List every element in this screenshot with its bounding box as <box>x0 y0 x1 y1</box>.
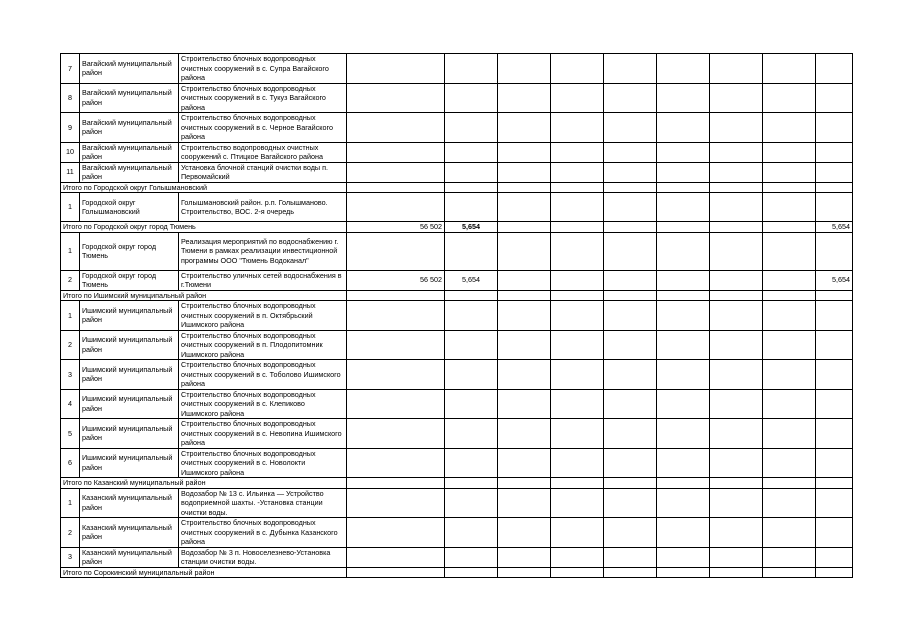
cost-total <box>347 182 445 193</box>
empty-cell <box>498 448 551 478</box>
empty-cell <box>710 142 763 162</box>
empty-cell <box>498 162 551 182</box>
empty-cell <box>551 290 604 301</box>
empty-cell <box>551 232 604 270</box>
table-row <box>61 389 853 419</box>
empty-cell <box>710 330 763 360</box>
table-row <box>61 330 853 360</box>
total-row <box>61 478 853 489</box>
empty-cell <box>604 113 657 143</box>
row-number: 6 <box>61 448 80 478</box>
empty-cell <box>604 162 657 182</box>
table-row <box>61 547 853 567</box>
capacity-value <box>445 360 498 390</box>
empty-cell <box>551 478 604 489</box>
capacity-total <box>445 182 498 193</box>
total-row <box>61 222 853 233</box>
capacity-value <box>445 419 498 449</box>
final-value <box>816 360 853 390</box>
project-description: Реализация мероприятий по водоснабжению г. Тюмени в рамках реализации инвестиционной программы ООО "Тюмень Водоканал" <box>179 232 347 270</box>
empty-cell <box>498 83 551 113</box>
empty-cell <box>498 360 551 390</box>
empty-cell <box>657 290 710 301</box>
empty-cell <box>604 301 657 331</box>
row-number: 3 <box>61 360 80 390</box>
project-description: Строительство блочных водопроводных очистных сооружений в с. Тоболово Ишимского района <box>179 360 347 390</box>
empty-cell <box>604 330 657 360</box>
empty-cell <box>763 142 816 162</box>
empty-cell <box>498 54 551 84</box>
empty-cell <box>604 478 657 489</box>
total-label <box>61 290 347 301</box>
row-number: 2 <box>61 518 80 548</box>
empty-cell <box>551 360 604 390</box>
capacity-value <box>445 547 498 567</box>
cost-value: 56 502 <box>347 270 445 290</box>
empty-cell <box>763 113 816 143</box>
empty-cell <box>710 270 763 290</box>
cost-value <box>347 162 445 182</box>
empty-cell <box>763 182 816 193</box>
final-value <box>816 113 853 143</box>
empty-cell <box>763 232 816 270</box>
empty-cell <box>498 301 551 331</box>
empty-cell <box>710 222 763 233</box>
row-number: 9 <box>61 113 80 143</box>
final-value <box>816 389 853 419</box>
project-description: Строительство уличных сетей водоснабжения в г.Тюмени <box>179 270 347 290</box>
empty-cell <box>551 547 604 567</box>
cost-total <box>347 567 445 578</box>
table-row <box>61 488 853 518</box>
district-name: Казанский муниципальный район <box>80 547 179 567</box>
capacity-value <box>445 83 498 113</box>
capacity-total <box>445 290 498 301</box>
empty-cell <box>710 193 763 222</box>
capacity-value <box>445 518 498 548</box>
district-name: Ишимский муниципальный район <box>80 330 179 360</box>
empty-cell <box>498 193 551 222</box>
empty-cell <box>710 83 763 113</box>
project-description: Строительство блочных водопроводных очистных сооружений в с. Супра Вагайского района <box>179 54 347 84</box>
empty-cell <box>551 389 604 419</box>
empty-cell <box>604 142 657 162</box>
row-number: 1 <box>61 232 80 270</box>
empty-cell <box>657 478 710 489</box>
cost-total <box>347 478 445 489</box>
empty-cell <box>710 360 763 390</box>
cost-value <box>347 360 445 390</box>
table-row <box>61 360 853 390</box>
table-row <box>61 113 853 143</box>
cost-value <box>347 419 445 449</box>
final-total <box>816 478 853 489</box>
cost-value <box>347 193 445 222</box>
empty-cell <box>604 389 657 419</box>
project-description: Строительство водопроводных очистных сооружений с. Птицкое Вагайского района <box>179 142 347 162</box>
cost-value <box>347 547 445 567</box>
capacity-value: 5,654 <box>445 270 498 290</box>
empty-cell <box>710 419 763 449</box>
project-description: Строительство блочных водопроводных очистных сооружений в с. Черное Вагайского района <box>179 113 347 143</box>
empty-cell <box>763 222 816 233</box>
table-row <box>61 448 853 478</box>
cost-total <box>347 290 445 301</box>
final-value <box>816 488 853 518</box>
empty-cell <box>604 222 657 233</box>
row-number: 1 <box>61 301 80 331</box>
capacity-value <box>445 232 498 270</box>
project-description: Строительство блочных водопроводных очистных сооружений в с. Клепиково Ишимского района <box>179 389 347 419</box>
empty-cell <box>498 270 551 290</box>
empty-cell <box>710 448 763 478</box>
final-value: 5,654 <box>816 270 853 290</box>
empty-cell <box>551 54 604 84</box>
capacity-value <box>445 54 498 84</box>
empty-cell <box>763 270 816 290</box>
final-total <box>816 567 853 578</box>
empty-cell <box>763 448 816 478</box>
project-description: Строительство блочных водопроводных очистных сооружений в с. Невопина Ишимского района <box>179 419 347 449</box>
capacity-value <box>445 193 498 222</box>
capacity-value <box>445 301 498 331</box>
empty-cell <box>657 113 710 143</box>
empty-cell <box>657 162 710 182</box>
row-number: 1 <box>61 193 80 222</box>
final-value <box>816 419 853 449</box>
total-label <box>61 222 347 233</box>
cost-value <box>347 83 445 113</box>
empty-cell <box>657 448 710 478</box>
empty-cell <box>498 222 551 233</box>
empty-cell <box>498 113 551 143</box>
empty-cell <box>763 518 816 548</box>
empty-cell <box>498 567 551 578</box>
empty-cell <box>710 182 763 193</box>
total-row <box>61 182 853 193</box>
empty-cell <box>763 360 816 390</box>
empty-cell <box>604 270 657 290</box>
row-number: 8 <box>61 83 80 113</box>
project-description: Строительство блочных водопроводных очистных сооружений в с. Новолокти Ишимского района <box>179 448 347 478</box>
empty-cell <box>657 232 710 270</box>
total-label <box>61 182 347 193</box>
empty-cell <box>657 330 710 360</box>
final-value <box>816 83 853 113</box>
capacity-value <box>445 113 498 143</box>
cost-value <box>347 113 445 143</box>
table-body <box>61 54 853 578</box>
total-label-text: Итого по Казанский муниципальный район <box>63 478 206 487</box>
empty-cell <box>763 389 816 419</box>
total-label-text: Итого по Ишимский муниципальный район <box>63 290 207 300</box>
empty-cell <box>710 567 763 578</box>
capacity-total: 5,654 <box>445 222 498 233</box>
project-description: Строительство блочных водопроводных очистных сооружений в п. Октябрьский Ишимского района <box>179 301 347 331</box>
final-value <box>816 330 853 360</box>
empty-cell <box>710 162 763 182</box>
district-name: Городской округ Голышмановский <box>80 193 179 222</box>
final-value <box>816 54 853 84</box>
empty-cell <box>498 488 551 518</box>
empty-cell <box>604 547 657 567</box>
empty-cell <box>604 290 657 301</box>
cost-value <box>347 448 445 478</box>
empty-cell <box>551 83 604 113</box>
empty-cell <box>551 419 604 449</box>
row-number: 1 <box>61 488 80 518</box>
table-row <box>61 232 853 270</box>
row-number: 2 <box>61 270 80 290</box>
empty-cell <box>498 389 551 419</box>
project-description: Водозабор № 13 с. Ильинка — Устройство водоприемной шахты. -Установка станции очистки воды. <box>179 488 347 518</box>
table-row <box>61 270 853 290</box>
district-name: Ишимский муниципальный район <box>80 448 179 478</box>
empty-cell <box>710 389 763 419</box>
empty-cell <box>551 193 604 222</box>
empty-cell <box>498 547 551 567</box>
empty-cell <box>710 54 763 84</box>
row-number: 7 <box>61 54 80 84</box>
total-label <box>61 478 347 489</box>
project-description: Голышмановский район. р.п. Голышманово. Строительство, ВОС. 2-я очередь <box>179 193 347 222</box>
district-name: Вагайский муниципальный район <box>80 113 179 143</box>
empty-cell <box>710 113 763 143</box>
empty-cell <box>657 142 710 162</box>
final-value <box>816 162 853 182</box>
final-value <box>816 142 853 162</box>
empty-cell <box>657 54 710 84</box>
capacity-value <box>445 330 498 360</box>
empty-cell <box>763 488 816 518</box>
investment-table <box>60 53 853 578</box>
empty-cell <box>604 360 657 390</box>
empty-cell <box>710 232 763 270</box>
empty-cell <box>498 330 551 360</box>
total-row <box>61 567 853 578</box>
district-name: Городской округ город Тюмень <box>80 232 179 270</box>
empty-cell <box>604 419 657 449</box>
empty-cell <box>657 83 710 113</box>
empty-cell <box>657 389 710 419</box>
district-name: Казанский муниципальный район <box>80 518 179 548</box>
table-row <box>61 419 853 449</box>
empty-cell <box>498 478 551 489</box>
empty-cell <box>604 83 657 113</box>
row-number: 2 <box>61 330 80 360</box>
empty-cell <box>763 301 816 331</box>
empty-cell <box>657 301 710 331</box>
district-name: Казанский муниципальный район <box>80 488 179 518</box>
capacity-value <box>445 389 498 419</box>
capacity-value <box>445 162 498 182</box>
empty-cell <box>710 290 763 301</box>
empty-cell <box>604 232 657 270</box>
empty-cell <box>498 142 551 162</box>
empty-cell <box>763 54 816 84</box>
row-number: 10 <box>61 142 80 162</box>
empty-cell <box>710 478 763 489</box>
empty-cell <box>763 547 816 567</box>
empty-cell <box>551 113 604 143</box>
project-description: Установка блочной станций очистки воды п. Первомайский <box>179 162 347 182</box>
empty-cell <box>763 419 816 449</box>
district-name: Вагайский муниципальный район <box>80 162 179 182</box>
empty-cell <box>498 419 551 449</box>
capacity-value <box>445 448 498 478</box>
final-value <box>816 301 853 331</box>
capacity-value <box>445 488 498 518</box>
empty-cell <box>657 222 710 233</box>
cost-value <box>347 488 445 518</box>
empty-cell <box>657 419 710 449</box>
project-description: Водозабор № 3 п. Новоселезнево-Установка станции очистки воды. <box>179 547 347 567</box>
empty-cell <box>604 193 657 222</box>
empty-cell <box>551 518 604 548</box>
cost-value <box>347 301 445 331</box>
empty-cell <box>604 448 657 478</box>
total-label <box>61 567 347 578</box>
empty-cell <box>551 301 604 331</box>
table-row <box>61 142 853 162</box>
total-label-text: Итого по Городской округ город Тюмень <box>63 222 196 231</box>
cost-value <box>347 232 445 270</box>
cost-value <box>347 389 445 419</box>
empty-cell <box>551 488 604 518</box>
final-value <box>816 232 853 270</box>
capacity-total <box>445 567 498 578</box>
empty-cell <box>551 567 604 578</box>
empty-cell <box>604 182 657 193</box>
final-value <box>816 448 853 478</box>
district-name: Ишимский муниципальный район <box>80 419 179 449</box>
empty-cell <box>657 488 710 518</box>
cost-value <box>347 330 445 360</box>
empty-cell <box>551 162 604 182</box>
empty-cell <box>604 567 657 578</box>
empty-cell <box>710 301 763 331</box>
empty-cell <box>763 193 816 222</box>
empty-cell <box>551 222 604 233</box>
empty-cell <box>604 518 657 548</box>
empty-cell <box>657 193 710 222</box>
cost-value <box>347 54 445 84</box>
empty-cell <box>604 488 657 518</box>
empty-cell <box>763 83 816 113</box>
empty-cell <box>763 478 816 489</box>
district-name: Ишимский муниципальный район <box>80 389 179 419</box>
empty-cell <box>498 290 551 301</box>
empty-cell <box>551 142 604 162</box>
district-name: Городской округ город Тюмень <box>80 270 179 290</box>
final-value <box>816 547 853 567</box>
table-row <box>61 193 853 222</box>
empty-cell <box>763 162 816 182</box>
table-row <box>61 301 853 331</box>
empty-cell <box>551 182 604 193</box>
empty-cell <box>657 182 710 193</box>
empty-cell <box>763 330 816 360</box>
empty-cell <box>710 518 763 548</box>
empty-cell <box>498 232 551 270</box>
project-description: Строительство блочных водопроводных очистных сооружений в с. Дубынка Казанского района <box>179 518 347 548</box>
project-description: Строительство блочных водопроводных очистных сооружений в с. Тукуз Вагайского района <box>179 83 347 113</box>
cost-value <box>347 518 445 548</box>
table-row <box>61 162 853 182</box>
empty-cell <box>657 567 710 578</box>
empty-cell <box>551 330 604 360</box>
total-row <box>61 290 853 301</box>
district-name: Вагайский муниципальный район <box>80 54 179 84</box>
empty-cell <box>657 547 710 567</box>
cost-value <box>347 142 445 162</box>
total-label-text: Итого по Сорокинский муниципальный район <box>63 567 215 577</box>
row-number: 11 <box>61 162 80 182</box>
capacity-total <box>445 478 498 489</box>
empty-cell <box>657 360 710 390</box>
district-name: Вагайский муниципальный район <box>80 83 179 113</box>
capacity-value <box>445 142 498 162</box>
empty-cell <box>604 54 657 84</box>
empty-cell <box>551 448 604 478</box>
row-number: 5 <box>61 419 80 449</box>
empty-cell <box>551 270 604 290</box>
empty-cell <box>498 518 551 548</box>
empty-cell <box>710 547 763 567</box>
empty-cell <box>657 270 710 290</box>
table-row <box>61 54 853 84</box>
row-number: 4 <box>61 389 80 419</box>
final-value <box>816 193 853 222</box>
total-label-text: Итого по Городской округ Голышмановский <box>63 182 208 192</box>
district-name: Ишимский муниципальный район <box>80 301 179 331</box>
district-name: Вагайский муниципальный район <box>80 142 179 162</box>
table-row <box>61 83 853 113</box>
final-total <box>816 290 853 301</box>
row-number: 3 <box>61 547 80 567</box>
table-row <box>61 518 853 548</box>
empty-cell <box>498 182 551 193</box>
cost-total: 56 502 <box>347 222 445 233</box>
empty-cell <box>763 290 816 301</box>
empty-cell <box>657 518 710 548</box>
final-value <box>816 518 853 548</box>
district-name: Ишимский муниципальный район <box>80 360 179 390</box>
final-total <box>816 182 853 193</box>
project-description: Строительство блочных водопроводных очистных сооружений в п. Плодопитомник Ишимского района <box>179 330 347 360</box>
empty-cell <box>763 567 816 578</box>
final-total: 5,654 <box>816 222 853 233</box>
empty-cell <box>710 488 763 518</box>
